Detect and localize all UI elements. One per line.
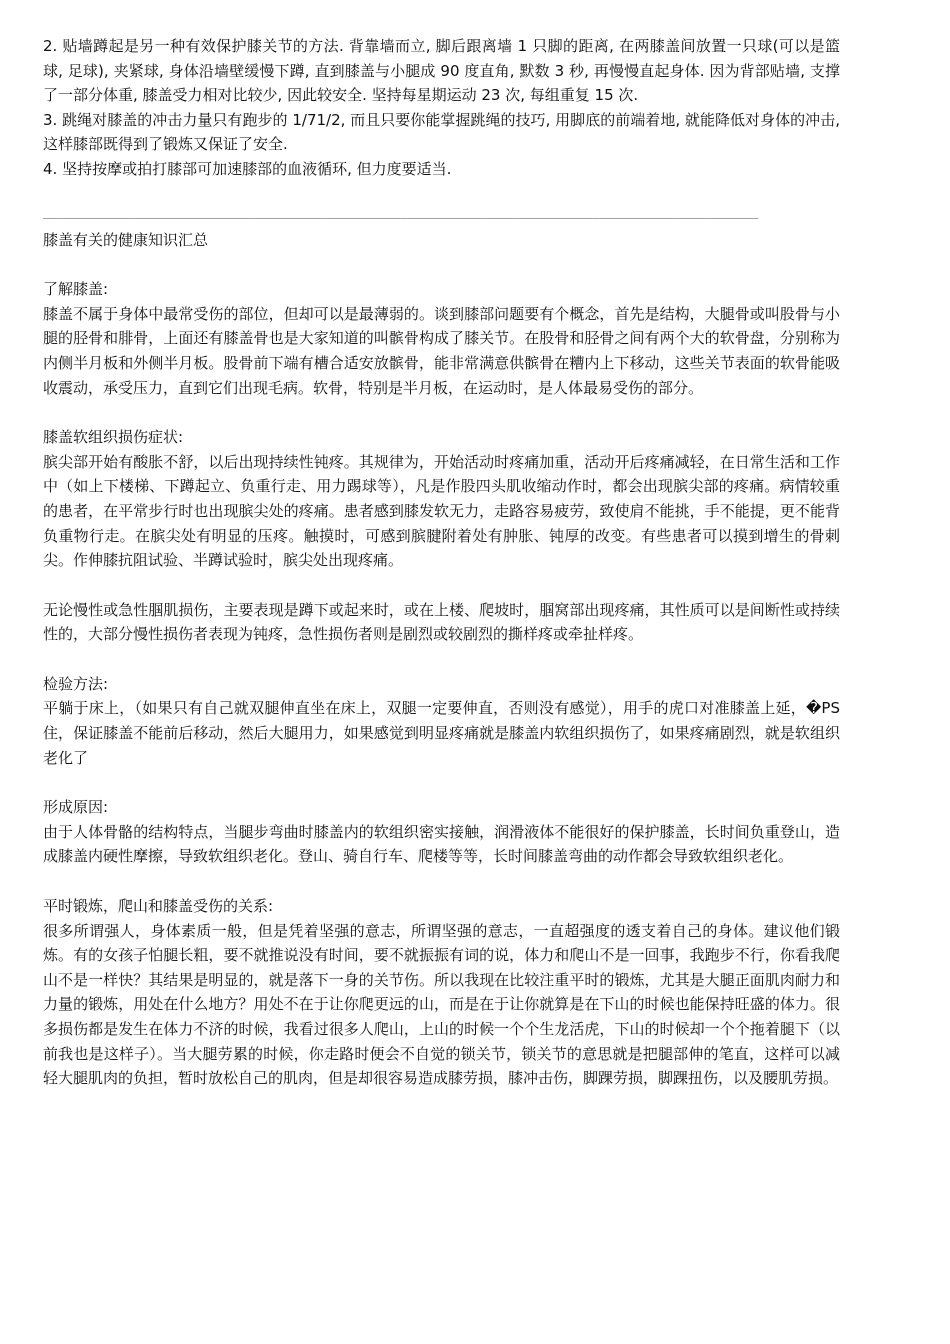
section-body: 膑尖部开始有酸胀不舒，以后出现持续性钝疼。其规律为，开始活动时疼痛加重，活动开后疼痛减轻，在日常生活和工作中（如上下楼梯、下蹲起立、负重行走、用力踢球等），凡是作股四头肌收缩动作时，都会出现膑尖部的疼痛。病情较重的患者，在平常步行时也出现膑尖处的疼痛。患者感到膝发软无力，走路容易疲劳，致使肩不能挑，手不能提，更不能背负重物行走。在膑尖处有明显的压疼。触摸时，可感到膑腱附着处有肿胀、钝厚的改变。有些患者可以摸到增生的骨刺尖。作伸膝抗阻试验、半蹲试验时，膑尖处出现疼痛。 — [43, 452, 840, 570]
section-causes — [43, 795, 840, 869]
section-popliteus-injury — [43, 598, 840, 647]
list-item-2: 2. 贴墙蹲起是另一种有效保护膝关节的方法. 背靠墙而立, 脚后跟离墙 1 只脚的距离, 在两膝盖间放置一只球(可以是篮球, 足球), 夹紧球, 身体沿墙壁缓慢下蹲, 直到膝盖与小腿成 90 度直角, 默数 3 秒, 再慢慢直起身体. 因为背部贴墙, 支撑了一部分体重, 膝盖受力相对比较少, 因此较安全. 坚持每星期运动 23 次, 每组重复 15 次. — [43, 37, 840, 105]
section-body: 膝盖不属于身体中最常受伤的部位，但却可以是最薄弱的。谈到膝部问题要有个概念，首先是结构，大腿骨或叫股骨与小腿的胫骨和腓骨，上面还有膝盖骨也是大家知道的叫髌骨构成了膝关节。在股骨和胫骨之间有两个大的软骨盘，分别称为内侧半月板和外侧半月板。股骨前下端有槽合适安放髌骨，能非常满意供髌骨在糟内上下移动，这些关节表面的软骨能吸收震动，承受压力，直到它们出现毛病。软骨，特别是半月板，在运动时，是人体最易受伤的部分。 — [43, 304, 840, 397]
list-item-4: 4. 坚持按摩或拍打膝部可加速膝部的血液循环, 但力度要适当. — [43, 159, 452, 178]
section-body: 平躺于床上，（如果只有自己就双腿伸直坐在床上，双腿一定要伸直，否则没有感觉），用手的虎口对准膝盖上延，�PS住，保证膝盖不能前后移动，然后大腿用力，如果感觉到明显疼痛就是膝盖内软组织损伤了，如果疼痛剧烈，就是软组织老化了 — [43, 699, 840, 767]
section-heading: 检验方法: — [43, 674, 109, 693]
section-test-method — [43, 672, 840, 770]
divider-line: ____________________________________________________________________________________________________________ — [43, 205, 759, 219]
section-body: 很多所谓强人，身体素质一般，但是凭着坚强的意志，所谓坚强的意志，一直超强度的透支着自己的身体。建议他们锻炼。有的女孩子怕腿长粗，要不就推说没有时间，要不就振振有词的说，体力和爬山不是一回事，我跑步不行，你看我爬山不是一样快？其结果是明显的，就是落下一身的关节伤。所以我现在比较注重平时的锻炼，尤其是大腿正面肌肉耐力和力量的锻炼，用处在什么地方？用处不在于让你爬更远的山，而是在于让你就算是在下山的时候也能保持旺盛的体力。很多损伤都是发生在体力不济的时候，我看过很多人爬山，上山的时候一个个生龙活虎，下山的时候却一个个拖着腿下（以前我也是这样子）。当大腿劳累的时候，你走路时便会不自觉的锁关节，锁关节的意思就是把腿部伸的笔直，这样可以减轻大腿肌肉的负担，暂时放松自己的肌肉，但是却很容易造成膝劳损，膝冲击伤，脚踝劳损，脚踝扭伤，以及腰肌劳损。 — [43, 921, 840, 1088]
document-title: 膝盖有关的健康知识汇总 — [43, 230, 209, 249]
section-body: 由于人体骨骼的结构特点，当腿步弯曲时膝盖内的软组织密实接触，润滑液体不能很好的保护膝盖，长时间负重登山，造成膝盖内硬性摩擦，导致软组织老化。登山、骑自行车、爬楼等等，长时间膝盖弯曲的动作都会导致软组织老化。 — [43, 822, 840, 866]
section-soft-tissue-symptoms — [43, 425, 840, 573]
section-understand-knee — [43, 277, 840, 400]
list-item-3: 3. 跳绳对膝盖的冲击力量只有跑步的 1/71/2, 而且只要你能掌握跳绳的技巧, 用脚底的前端着地, 就能降低对身体的冲击, 这样膝部既得到了锻炼又保证了安全. — [43, 110, 840, 154]
section-heading: 平时锻炼，爬山和膝盖受伤的关系: — [43, 897, 274, 916]
section-heading: 膝盖软组织损伤症状: — [43, 428, 184, 447]
section-heading: 形成原因: — [43, 798, 109, 817]
section-heading: 了解膝盖: — [43, 280, 109, 299]
section-body: 无论慢性或急性腘肌损伤，主要表现是蹲下或起来时，或在上楼、爬坡时，腘窝部出现疼痛，其性质可以是间断性或持续性的，大部分慢性损伤者表现为钝疼，急性损伤者则是剧烈或较剧烈的撕样疼或牵扯样疼。 — [43, 600, 840, 644]
section-exercise-climbing — [43, 894, 840, 1091]
